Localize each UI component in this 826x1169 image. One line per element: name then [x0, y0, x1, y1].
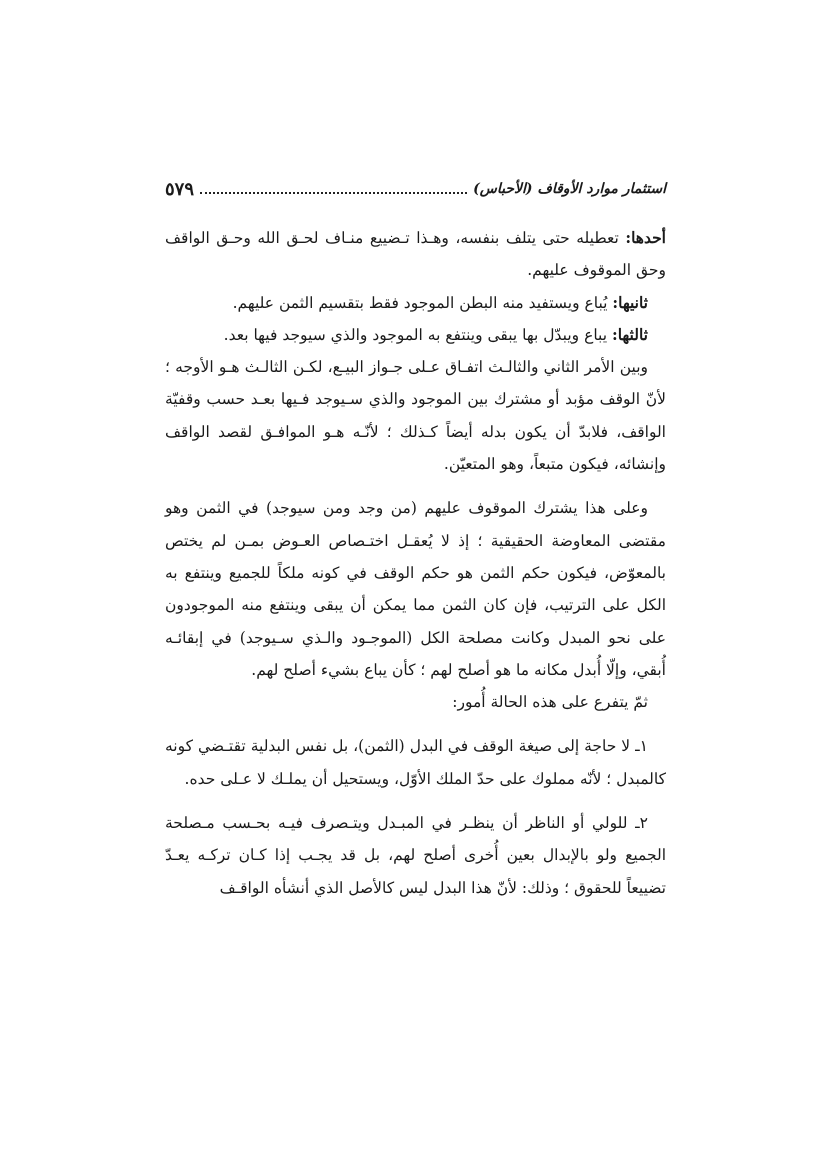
- paragraph-comparison: وبين الأمر الثاني والثالـث اتفـاق عـلى جـواز البيـع، لكـن الثالـث هـو الأوجه ؛ لأنّ الوقف مؤبد أو مشترك بين الموجود والذي سـيوجد فـيها بعـد حسب وقفيّة الواقف، فلابدّ أن يكون بدله أيضاً كـذلك ؛ لأنّـه هـو الموافـق لقصد الواقف وإنشائه، فيكون متبعاً، وهو المتعيّن.: [165, 358, 666, 474]
- body-text: [165, 216, 666, 904]
- running-header: [165, 172, 666, 206]
- paragraph-point-two: ٢ـ للولي أو الناظر أن ينظـر في المبـدل ويتـصرف فيـه بحـسب مـصلحة الجميع ولو بالإبدال بعين أُخرى أصلح لهم، بل قد يجـب إذا كـان تركـه يعـدّ تضييعاً للحقوق ؛ وذلك: لأنّ هذا البدل ليس كالأصل الذي أنشأه الواقـف: [165, 814, 666, 897]
- item-label: ثالثها:: [611, 324, 648, 344]
- paragraph-shared-price: وعلى هذا يشترك الموقوف عليهم (من وجد ومن سيوجد) في الثمن وهو مقتضى المعاوضة الحقيقية ؛ إذ لا يُعقـل اختـصاص العـوض بمـن لم يختص بالمعوّض، فيكون حكم الثمن هو حكم الوقف في كونه ملكاً للجميع وينتفع به الكل على الترتيب، فإن كان الثمن مما يمكن أن يبقى وينتفع منه الموجودون على نحو المبدل وكانت مصلحة الكل (الموجـود والـذي سـيوجد) في إبقائـه أُبقي، وإلّا أُبدل مكانه ما هو أصلح لهم ؛ كأن يباع بشيء أصلح لهم.: [165, 499, 666, 679]
- paragraph-text: تعطيله حتى يتلف بنفسه، وهـذا تـضييع منـاف لحـق الله وحـق الواقف وحق الموقوف عليهم.: [165, 229, 666, 280]
- paragraph-first: [165, 222, 666, 287]
- paragraph-text: يباع ويبدّل بها يبقى وينتفع به الموجود والذي سيوجد فيها بعد.: [223, 325, 612, 344]
- dotted-leader: [200, 192, 467, 194]
- page-number: ٥٧٩: [165, 178, 195, 200]
- item-label: أحدها:: [625, 228, 666, 247]
- paragraph-consequences-intro: ثمّ يتفرع على هذه الحالة أُمور:: [452, 693, 648, 712]
- paragraph-text: يُباع ويستفيد منه البطن الموجود فقط بتقسيم الثمن عليهم.: [232, 293, 613, 312]
- paragraph-point-one: ١ـ لا حاجة إلى صيغة الوقف في البدل (الثمن)، بل نفس البدلية تقتـضي كونه كالمبدل ؛ لأنّه مملوك على حدّ الملك الأوّل، ويستحيل أن يملـك لا عـلى حده.: [165, 737, 666, 788]
- item-label: ثانيها:: [612, 292, 648, 312]
- header-title: استثمار موارد الأوقاف (الأحباس): [473, 181, 666, 197]
- paragraph-third: [165, 319, 666, 351]
- paragraph-second: [165, 287, 666, 319]
